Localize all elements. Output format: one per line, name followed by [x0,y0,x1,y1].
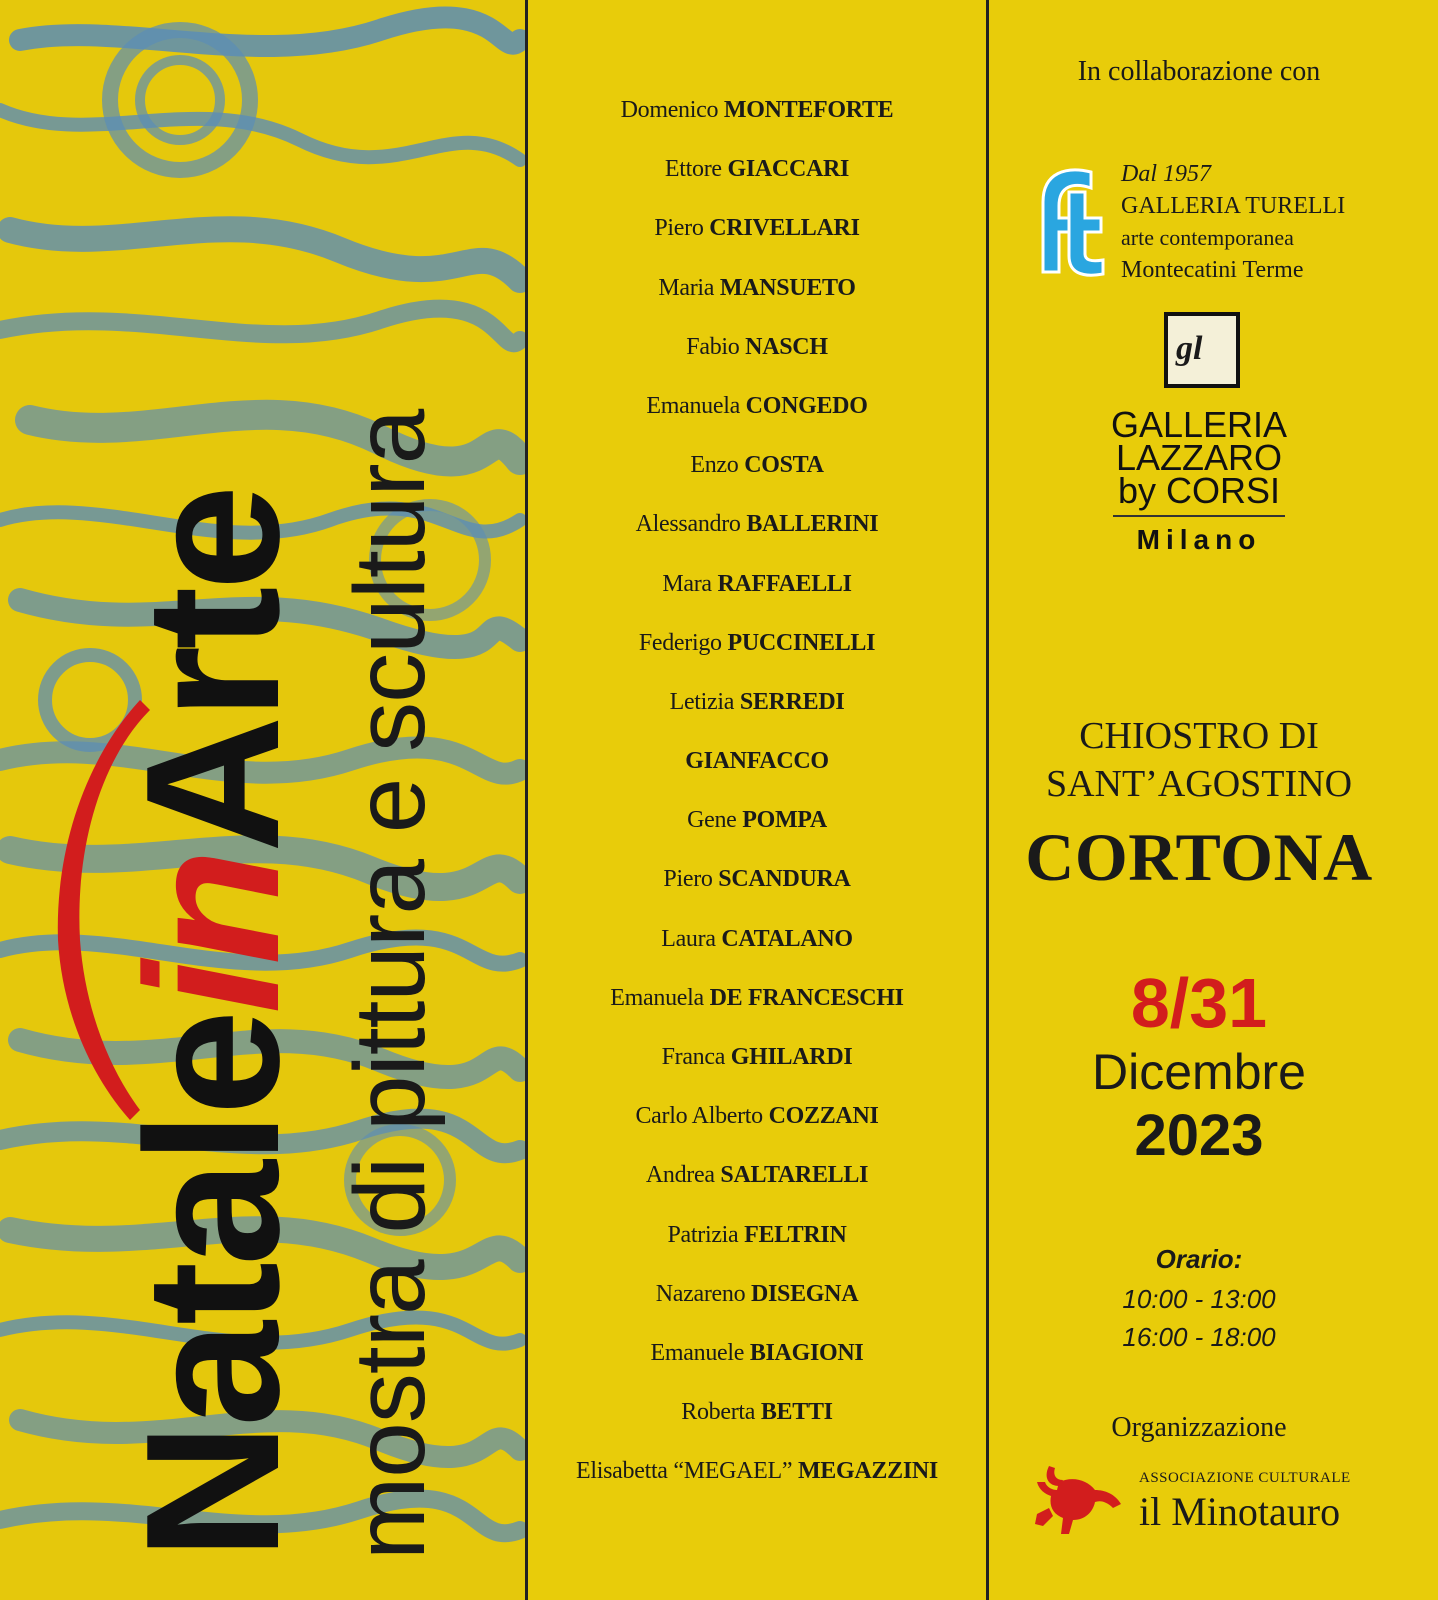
poster-left-panel [0,0,526,1600]
lazzaro-line3: by CORSI [1117,470,1281,511]
artist-last-name: NASCH [745,333,828,360]
hours-morning: 10:00 - 13:00 [1122,1284,1276,1314]
artist-first-name: Domenico [620,97,719,123]
artist-last-name: COSTA [744,452,824,479]
artist-item [528,625,986,684]
artist-item [528,1453,986,1512]
artist-item [528,1098,986,1157]
artist-item [528,1276,986,1335]
artist-last-name: GHILARDI [730,1044,853,1070]
collaboration-label: In collaborazione con [1077,56,1321,87]
lazzaro-city: Milano [1136,524,1262,555]
artist-last-name: DE FRANCESCHI [709,984,904,1011]
turelli-text [1121,158,1345,286]
artist-first-name: Emanuela [646,392,740,419]
artist-item [528,447,986,506]
artist-first-name: Roberta [681,1399,756,1426]
artist-last-name: SCANDURA [718,866,851,893]
artist-last-name: FELTRIN [744,1221,847,1248]
artist-item [528,92,986,151]
artist-item [528,1217,986,1276]
artist-first-name: Gene [687,807,737,834]
artist-first-name: Nazareno [655,1280,746,1307]
artist-first-name: Fabio [686,333,740,360]
artist-last-name: POMPA [742,807,827,834]
ft-logo-icon [1029,162,1113,280]
artist-first-name: Franca [661,1044,726,1070]
artist-last-name: BALLERINI [746,511,879,538]
artist-first-name: Piero [663,866,713,893]
artist-first-name: Enzo [690,452,739,479]
artist-item [528,388,986,447]
artists-panel [528,0,986,1600]
artist-first-name: Alessandro [635,511,741,538]
artist-last-name: MEGAZZINI [797,1458,938,1485]
artist-item [528,566,986,625]
lazzaro-logo-text: gl [1176,330,1203,367]
minotauro-logo [1029,1460,1389,1550]
event-dates: 8/31 [1130,964,1268,1042]
artist-last-name: COZZANI [768,1103,879,1130]
artist-first-name: Patrizia [667,1221,739,1248]
turelli-desc: arte contemporanea [1121,225,1294,250]
title-block [0,0,526,1600]
opening-hours [989,1280,1409,1356]
artist-last-name: GIACCARI [727,156,850,183]
artist-last-name: BIAGIONI [749,1339,864,1366]
title-arte: Arte [107,488,319,853]
artist-first-name: Emanuele [650,1339,745,1366]
artist-last-name: SERREDI [739,688,845,715]
artist-item [528,1157,986,1216]
venue-line1: CHIOSTRO DI [1079,715,1319,757]
minotaur-bull-icon [1029,1460,1129,1544]
event-month: Dicembre [1092,1044,1306,1100]
artist-first-name: Carlo Alberto [635,1103,763,1130]
artist-item [528,861,986,920]
main-title [107,488,319,1560]
artist-first-name: Mara [662,570,712,597]
artist-first-name: Andrea [645,1162,715,1189]
artist-item [528,210,986,269]
lazzaro-line1: GALLERIA [1110,404,1288,445]
venue-line2: SANT’AGOSTINO [1045,763,1353,805]
artist-last-name: DISEGNA [750,1280,859,1307]
artist-first-name: Laura [661,925,716,952]
artist-item [528,270,986,329]
info-panel [989,0,1438,1600]
galleria-turelli-logo [1029,158,1429,288]
artist-item [528,1394,986,1453]
artist-last-name: GIANFACCO [685,748,829,775]
turelli-since: Dal 1957 [1121,161,1211,187]
artist-item [528,921,986,980]
hours-label: Orario: [1155,1244,1243,1274]
turelli-city: Montecatini Terme [1121,257,1304,283]
venue [989,712,1409,808]
artist-first-name: Ettore [664,156,722,183]
artist-item [528,802,986,861]
artist-first-name: Elisabetta “MEGAEL” [576,1458,793,1485]
lazzaro-line2: LAZZARO [1115,437,1283,478]
artist-last-name: CONGEDO [745,392,868,419]
artist-item [528,151,986,210]
artist-item [528,1335,986,1394]
artist-last-name: SALTARELLI [720,1162,869,1189]
artist-first-name: Federigo [638,629,722,656]
artist-first-name: Emanuela [610,984,704,1011]
artist-first-name: Maria [658,274,715,301]
artist-last-name: RAFFAELLI [717,570,852,597]
hours-afternoon: 16:00 - 18:00 [1122,1322,1276,1352]
artist-item [528,743,986,802]
lazzaro-rule [1113,515,1285,517]
artist-item [528,980,986,1039]
artist-last-name: MANSUETO [719,274,856,301]
artist-list [528,92,986,1513]
artist-last-name: CATALANO [721,925,853,952]
artist-last-name: PUCCINELLI [727,629,876,656]
organizer-type: ASSOCIAZIONE CULTURALE [1139,1470,1351,1486]
title-in: in [107,852,319,1014]
title-natale: Natale [107,1013,319,1560]
artist-first-name: Letizia [669,688,735,715]
galleria-lazzaro [989,404,1409,556]
city: CORTONA [1025,819,1373,895]
artist-item [528,329,986,388]
artist-last-name: MONTEFORTE [723,97,894,123]
artist-first-name: Piero [654,215,704,242]
organizer-name: il Minotauro [1139,1489,1341,1534]
galleria-lazzaro-logo-icon [1164,312,1240,388]
event-year: 2023 [1134,1103,1264,1168]
artist-item [528,684,986,743]
turelli-name: GALLERIA TURELLI [1121,193,1346,219]
artist-last-name: BETTI [760,1399,833,1426]
artist-item [528,506,986,565]
artist-item [528,1039,986,1098]
organization-label: Organizzazione [1111,1412,1287,1443]
subtitle: mostra di pittura e scultura [334,409,446,1560]
artist-last-name: CRIVELLARI [709,215,860,242]
